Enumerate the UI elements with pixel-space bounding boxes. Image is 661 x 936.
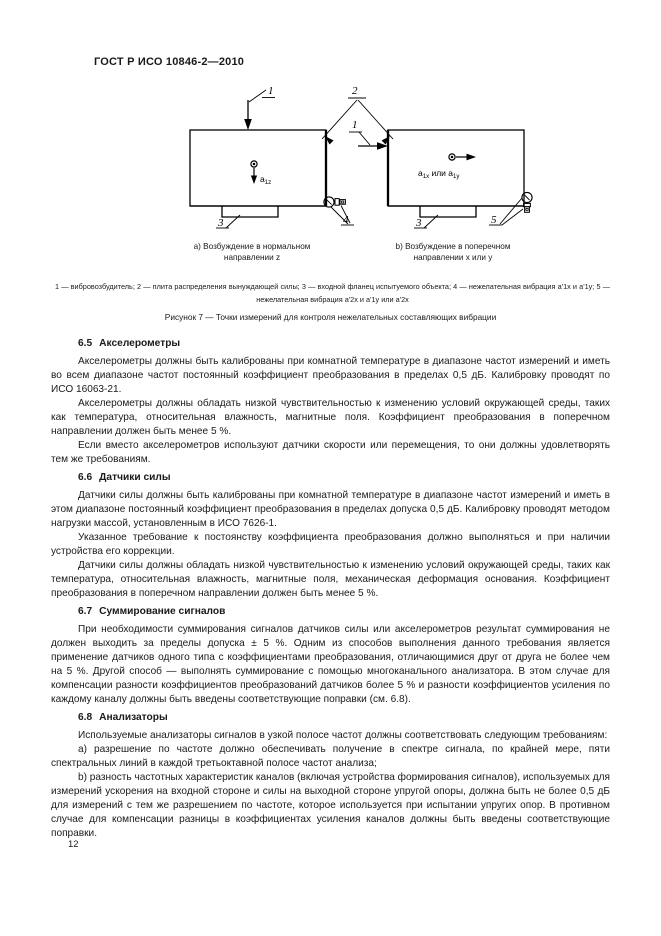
section-title: Датчики силы (99, 472, 171, 483)
section-title: Анализаторы (99, 712, 168, 723)
figure-callout-4: 4 (343, 214, 349, 226)
paragraph: Акселерометры должны обладать низкой чувствительностью к изменению условий окружающей среды, таких как температура, относительная влажность, магнитные поля. Коэффициент преобразования в поперечном направлении должен быть менее 5 %. (51, 398, 610, 437)
section-heading-6.7 (51, 606, 610, 617)
figure-legend: 1 — вибровозбудитель; 2 — плита распределения вынуждающей силы; 3 — входной фланец испытуемого объекта; 4 — нежелательная вибрация a'1x и a'1y; 5 — нежелательная вибрация a'2x и a'1y или a'2x (55, 282, 610, 304)
paragraph: Датчики силы должны быть калиброваны при комнатной температуре в диапазоне частот измерений и иметь в этом диапазоне постоянный коэффициент преобразования в пределах допуска 0,5 дБ. Калибровку проводят методом нагрузки массой, установленным в ИСО 7626-1. (51, 490, 610, 529)
paragraph: Используемые анализаторы сигналов в узкой полосе частот должны соответствовать следующим требованиям: (78, 730, 608, 741)
figure-subcaption-a-line1: a) Возбуждение в нормальном (193, 242, 311, 251)
figure-7 (0, 84, 661, 334)
figure-subcaption-b (368, 241, 538, 263)
section-heading-6.8 (51, 712, 610, 723)
section-title: Суммирование сигналов (99, 606, 226, 617)
section-number: 6.8 (78, 712, 93, 723)
figure-callout-1-right: 1 (352, 119, 358, 131)
paragraph: Если вместо акселерометров используют датчики скорости или перемещения, то они должны удовлетворять тем же требованиям. (51, 440, 610, 465)
accel-label-left: $a_{1z}$ (260, 174, 272, 186)
figure-subcaption-a-line2: направлении z (223, 253, 281, 262)
figure-subcaption-a (172, 241, 332, 263)
page-number: 12 (68, 838, 79, 849)
page-header: ГОСТ Р ИСО 10846-2—2010 (94, 56, 245, 68)
figure-callout-3-right: 3 (416, 217, 422, 229)
figure-title: Рисунок 7 — Точки измерений для контроля нежелательных составляющих вибрации (164, 312, 497, 322)
figure-callout-3-left: 3 (218, 217, 224, 229)
section-number: 6.5 (78, 338, 93, 349)
paragraph: Акселерометры должны быть калиброваны при комнатной температуре в диапазоне частот измерений и иметь во всем диапазоне частот постоянный коэффициент преобразования в пределах 0,5 дБ. Калибровку проводят по ИСО 16063-21. (51, 356, 610, 395)
figure-callout-5: 5 (491, 214, 497, 226)
paragraph: a) разрешение по частоте должно обеспечивать получение в спектре сигнала, по крайней мере, пяти спектральных линий в каждой третьоктавной полосе частот анализа; (51, 744, 610, 769)
paragraph: При необходимости суммирования сигналов датчиков силы или акселерометров результат суммирования не должен выходить за пределы допуска ± 5 %. Одним из способов выполнения данного требования является применение датчиков одного типа с коэффициентами преобразования, отличающимися друг от друга не более чем на 5 %. Другой способ — выполнять суммирование с помощью многоканального анализатора. В этом случае для компенсации разности коэффициентов преобразований датчиков более 5 % и разности коэффициентов усиления по каждому каналу должны быть введены соответствующие поправки (см. 6.8). (51, 624, 610, 705)
accel-label-right: $a_{1x}$ или $a_{1y}$ (418, 168, 460, 180)
section-title: Акселерометры (99, 338, 181, 349)
section-number: 6.7 (78, 606, 93, 617)
document-body (51, 338, 610, 846)
figure-subcaption-b-line2: направлении x или y (413, 253, 493, 262)
figure-subcaption-b-line1: b) Возбуждение в поперечном (395, 242, 511, 251)
section-heading-6.6 (51, 472, 610, 483)
paragraph: b) разность частотных характеристик каналов (включая устройства формирования сигналов), используемых для измерений ускорения на входной стороне и силы на выходной стороне упругой опоры, должна быть не более 0,5 дБ для измерений с тем же разрешением по частоте, которое используется при испытании упругих опор. В противном случае для компенсации разницы в коэффициентах усиления каналов должны быть введены соответствующие поправки. (51, 772, 610, 839)
figure-callout-2: 2 (352, 85, 358, 97)
section-number: 6.6 (78, 472, 93, 483)
figure-callout-1-left: 1 (268, 85, 274, 97)
paragraph: Указанное требование к постоянству коэффициента преобразования должно выполняться и при наличии устройства его коррекции. (51, 532, 610, 557)
section-heading-6.5 (51, 338, 610, 349)
paragraph: Датчики силы должны обладать низкой чувствительностью к изменению условий окружающей среды, таких как температура, относительная влажность, магнитные поля, механическая деформация основания. Коэффициент преобразования в поперечном направлении должен быть менее 5 %. (51, 560, 610, 599)
